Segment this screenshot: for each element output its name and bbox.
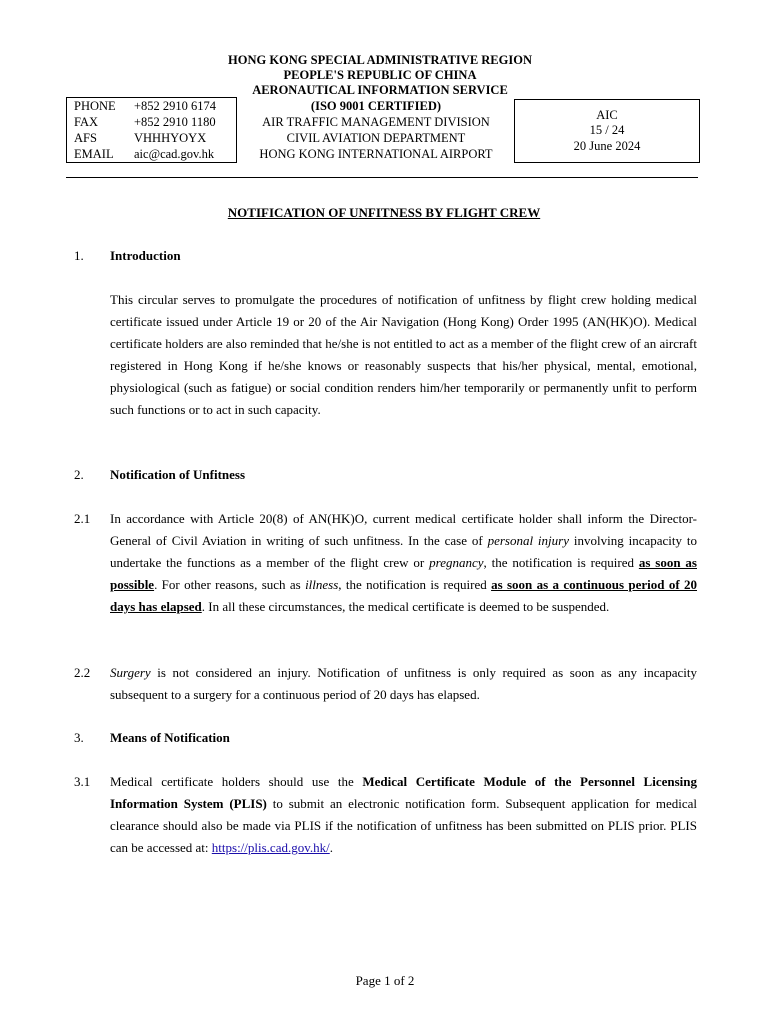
contact-value: aic@cad.gov.hk (134, 147, 215, 161)
header-service: AERONAUTICAL INFORMATION SERVICE (252, 83, 508, 97)
header-airport: HONG KONG INTERNATIONAL AIRPORT (259, 147, 493, 161)
contact-value: +852 2910 6174 (134, 99, 217, 113)
contact-value: +852 2910 1180 (134, 115, 216, 129)
paragraph-2-2: Surgery is not considered an injury. Notification of unfitness is only required as soon as any incapacity subsequent to a surgery for a continuous period of 20 days has elapsed. (110, 665, 697, 702)
contact-fax (74, 114, 216, 130)
section-number: 2. (74, 467, 84, 482)
paragraph-number: 2.1 (74, 511, 91, 526)
header-region: HONG KONG SPECIAL ADMINISTRATIVE REGION (228, 53, 532, 67)
paragraph-2-1: In accordance with Article 20(8) of AN(HK)O, current medical certificate holder shall inform the Director-General of Civil Aviation in writing of such unfitness. In the case of personal injury involving incapacity to undertake the functions as a member of the flight crew or pregnancy, the notification is required as soon as possible. For other reasons, such as illness, the notification is required as soon as a continuous period of 20 days has elapsed. In all these circumstances, the medical certificate is deemed to be suspended. (110, 511, 698, 614)
page-number: Page 1 of 2 (355, 973, 415, 988)
contact-email (74, 146, 214, 162)
contact-label: PHONE (74, 99, 116, 113)
header-department: CIVIL AVIATION DEPARTMENT (286, 131, 466, 145)
header-country: PEOPLE'S REPUBLIC OF CHINA (283, 68, 477, 82)
header-divider (66, 177, 698, 178)
section-number: 3. (74, 730, 84, 745)
contact-label: EMAIL (74, 147, 114, 161)
section-heading-introduction: Introduction (110, 248, 181, 263)
header-division: AIR TRAFFIC MANAGEMENT DIVISION (262, 115, 490, 129)
aic-date: 20 June 2024 (573, 139, 641, 153)
section-number: 1. (74, 248, 84, 263)
contact-afs (74, 130, 206, 146)
paragraph-number: 2.2 (74, 665, 91, 680)
contact-label: AFS (74, 131, 97, 145)
section-heading-means: Means of Notification (110, 730, 230, 745)
page-title: NOTIFICATION OF UNFITNESS BY FLIGHT CREW (227, 205, 541, 220)
aic-label: AIC (596, 108, 618, 122)
section-heading-notification: Notification of Unfitness (110, 467, 246, 482)
contact-phone (74, 98, 216, 114)
paragraph-3-1: Medical certificate holders should use the Medical Certificate Module of the Personnel Licensing Information System (PLIS) to submit an electronic notification form. Subsequent application for medical clearance should also be made via PLIS if the notification of unfitness has been submitted on PLIS prior. PLIS can be accessed at: https://plis.cad.gov.hk/. (110, 774, 697, 855)
plis-link[interactable]: https://plis.cad.gov.hk/ (211, 840, 330, 855)
contact-label: FAX (74, 115, 99, 129)
introduction-paragraph: This circular serves to promulgate the procedures of notification of unfitness by flight crew holding medical certificate issued under Article 19 or 20 of the Air Navigation (Hong Kong) Order 1995 (AN(HK)O). Medical certificate holders are also reminded that he/she is not entitled to act as a member of the flight crew of an aircraft registered in Hong Kong if he/she knows or reasonably suspects that his/her physical, mental, emotional, physiological (such as fatigue) or social condition renders him/her temporarily or permanently unfit to perform such functions or to act in such capacity. (110, 292, 697, 417)
aic-number: 15 / 24 (589, 123, 625, 137)
header-certified: (ISO 9001 CERTIFIED) (310, 99, 442, 113)
contact-value: VHHHYOYX (134, 131, 207, 145)
paragraph-number: 3.1 (74, 774, 91, 789)
